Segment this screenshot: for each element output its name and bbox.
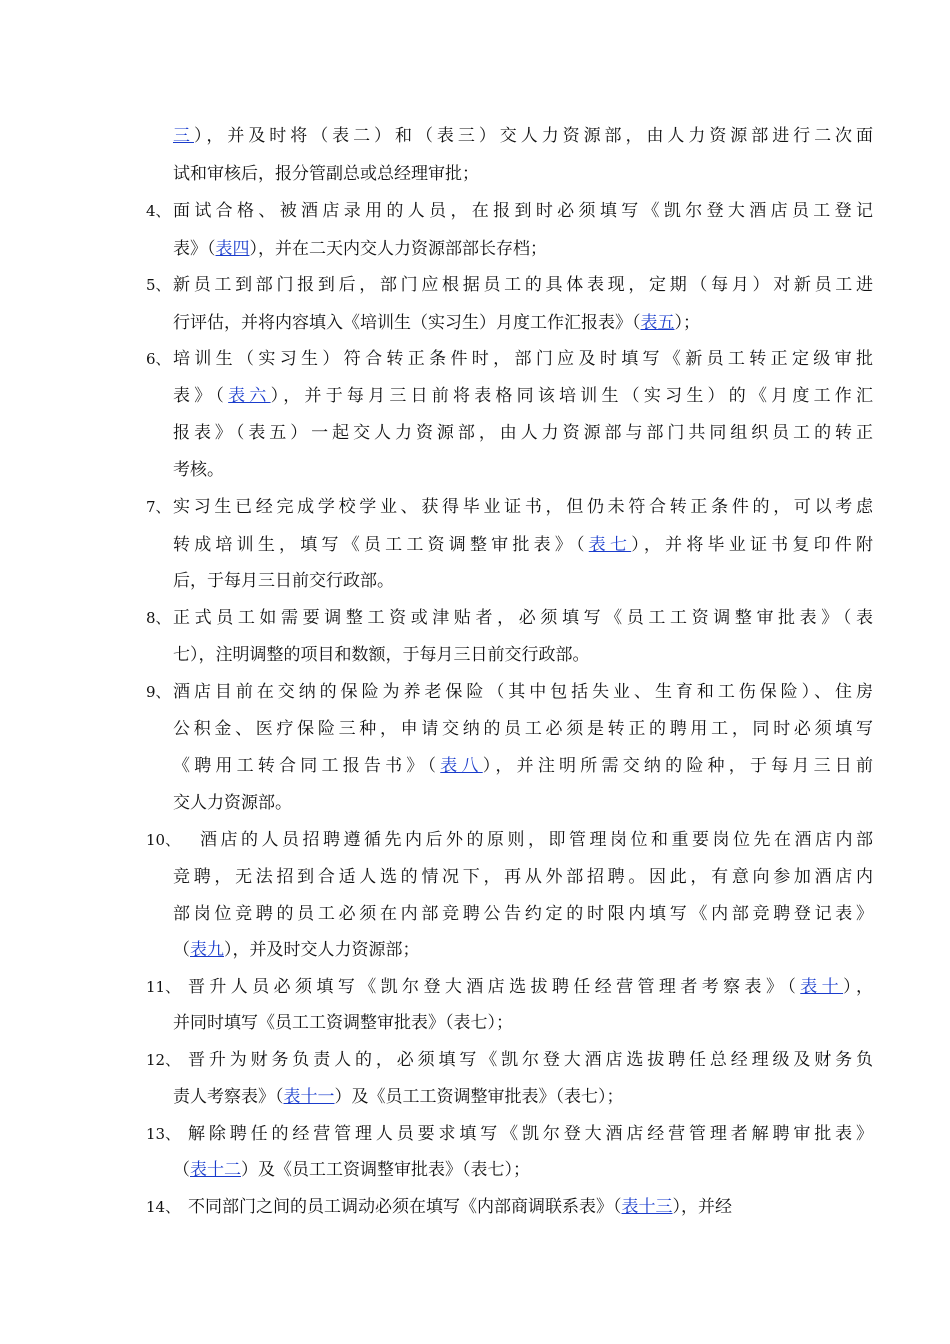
paragraph-line	[173, 645, 873, 665]
paragraph-text: 不同部门之间的员工调动必须在填写《内部商调联系表》（	[188, 1197, 622, 1217]
paragraph-line	[188, 1197, 873, 1217]
table-reference-link[interactable]: 表九	[190, 940, 224, 960]
paragraph-text: 新员工到部门报到后，部门应根据员工的具体表现，定期（每月）对新员工进	[173, 275, 873, 295]
paragraph-text: 晋升为财务负责人的，必须填写《凯尔登大酒店选拔聘任总经理级及财务负	[188, 1050, 873, 1070]
paragraph-text: 培训生（实习生）符合转正条件时，部门应及时填写《新员工转正定级审批	[173, 349, 873, 369]
paragraph-text: 实习生已经完成学校学业、获得毕业证书，但仍未符合转正条件的，可以考虑	[173, 497, 873, 517]
paragraph-line	[173, 1160, 873, 1180]
list-item-number: 11、	[146, 978, 181, 996]
list-item-number: 5、	[146, 276, 171, 294]
list-item-number: 12、	[146, 1051, 181, 1069]
table-reference-link[interactable]: 表十一	[283, 1087, 335, 1107]
paragraph-text: 酒店目前在交纳的保险为养老保险（其中包括失业、生育和工伤保险）、住房	[173, 682, 873, 702]
list-item-number: 9、	[146, 683, 171, 701]
paragraph-line	[173, 313, 873, 333]
paragraph-text: ），并于每月三日前将表格同该培训生（实习生）的《月度工作汇	[270, 386, 874, 406]
paragraph-line	[173, 608, 873, 628]
paragraph-line	[188, 977, 873, 997]
paragraph-line	[173, 904, 873, 924]
paragraph-text: （	[173, 1160, 190, 1180]
paragraph-text: ），并将毕业证书复印件附	[631, 535, 874, 555]
paragraph-text: 责人考察表》（	[173, 1087, 284, 1107]
paragraph-line	[173, 386, 873, 406]
paragraph-text: ）及《员工工资调整审批表》（表七）；	[241, 1160, 530, 1180]
list-item-number: 7、	[146, 498, 171, 516]
paragraph-line	[173, 126, 873, 146]
paragraph-text: 并同时填写《员工工资调整审批表》（表七）；	[173, 1013, 513, 1033]
paragraph-line	[200, 830, 873, 850]
paragraph-text: 后，于每月三日前交行政部。	[173, 571, 394, 591]
paragraph-text: 晋升人员必须填写《凯尔登大酒店选拔聘任经营管理者考察表》（	[188, 977, 801, 997]
paragraph-line	[188, 1124, 873, 1144]
paragraph-line	[173, 497, 873, 517]
paragraph-line	[173, 535, 873, 555]
table-reference-link[interactable]: 表十	[800, 977, 844, 997]
paragraph-line	[173, 1013, 873, 1033]
paragraph-text: 行评估，并将内容填入《培训生（实习生）月度工作汇报表》（	[173, 313, 641, 333]
paragraph-text: ）；	[674, 313, 700, 333]
paragraph-line	[173, 682, 873, 702]
table-reference-link[interactable]: 表八	[440, 756, 483, 776]
paragraph-text: 竞聘，无法招到合适人选的情况下，再从外部招聘。因此，有意向参加酒店内	[173, 867, 873, 887]
paragraph-line	[173, 239, 873, 259]
paragraph-line	[173, 756, 873, 776]
paragraph-line	[173, 164, 873, 184]
list-item-number: 6、	[146, 350, 171, 368]
table-reference-link[interactable]: 表五	[640, 313, 675, 333]
table-reference-link[interactable]: 表十二	[190, 1160, 241, 1180]
paragraph-text: ），并及时交人力资源部；	[224, 940, 420, 960]
paragraph-text: 表》（	[173, 386, 229, 406]
paragraph-line	[173, 571, 873, 591]
paragraph-text: （	[173, 940, 190, 960]
table-reference-link[interactable]: 表六	[228, 386, 271, 406]
paragraph-text: ），	[843, 977, 873, 997]
paragraph-text: 报表》（表五）一起交人力资源部，由人力资源部与部门共同组织员工的转正	[173, 423, 873, 443]
table-reference-link[interactable]: 三	[173, 126, 194, 146]
table-reference-link[interactable]: 表七	[588, 535, 632, 555]
paragraph-line	[173, 201, 873, 221]
paragraph-text: 酒店的人员招聘遵循先内后外的原则，即管理岗位和重要岗位先在酒店内部	[200, 830, 873, 850]
paragraph-text: 交人力资源部。	[173, 793, 292, 813]
list-item-number: 10、	[146, 831, 181, 849]
paragraph-text: 面试合格、被酒店录用的人员，在报到时必须填写《凯尔登大酒店员工登记	[173, 201, 873, 221]
paragraph-text: ），并注明所需交纳的险种，于每月三日前	[482, 756, 874, 776]
paragraph-text: 正式员工如需要调整工资或津贴者，必须填写《员工工资调整审批表》（表	[173, 608, 873, 628]
list-item-number: 8、	[146, 609, 171, 627]
paragraph-text: 部岗位竞聘的员工必须在内部竞聘公告约定的时限内填写《内部竞聘登记表》	[173, 904, 873, 924]
table-reference-link[interactable]: 表四	[215, 239, 250, 259]
table-reference-link[interactable]: 表十三	[621, 1197, 673, 1217]
paragraph-line	[173, 349, 873, 369]
paragraph-line	[173, 793, 873, 813]
paragraph-text: ）及《员工工资调整审批表》（表七）；	[334, 1087, 624, 1107]
paragraph-line	[188, 1050, 873, 1070]
paragraph-line	[173, 940, 873, 960]
paragraph-line	[173, 867, 873, 887]
paragraph-text: 解除聘任的经营管理人员要求填写《凯尔登大酒店经营管理者解聘审批表》	[188, 1124, 873, 1144]
list-item-number: 13、	[146, 1125, 181, 1143]
paragraph-line	[173, 275, 873, 295]
paragraph-text: 《聘用工转合同工报告书》（	[173, 756, 441, 776]
paragraph-text: 考核。	[173, 460, 224, 480]
list-item-number: 4、	[146, 202, 171, 220]
paragraph-line	[173, 719, 873, 739]
paragraph-text: 表》（	[173, 239, 216, 259]
paragraph-text: ），并在二天内交人力资源部部长存档；	[249, 239, 547, 259]
paragraph-text: 七），注明调整的项目和数额，于每月三日前交行政部。	[173, 645, 590, 665]
paragraph-text: ），并及时将（表二）和（表三）交人力资源部，由人力资源部进行二次面	[193, 126, 874, 146]
paragraph-text: ），并经	[672, 1197, 732, 1217]
paragraph-text: 试和审核后，报分管副总或总经理审批；	[173, 164, 479, 184]
paragraph-line	[173, 460, 873, 480]
list-item-number: 14、	[146, 1198, 181, 1216]
paragraph-line	[173, 423, 873, 443]
paragraph-text: 转成培训生，填写《员工工资调整审批表》（	[173, 535, 589, 555]
paragraph-line	[173, 1087, 873, 1107]
paragraph-text: 公积金、医疗保险三种，申请交纳的员工必须是转正的聘用工，同时必须填写	[173, 719, 873, 739]
